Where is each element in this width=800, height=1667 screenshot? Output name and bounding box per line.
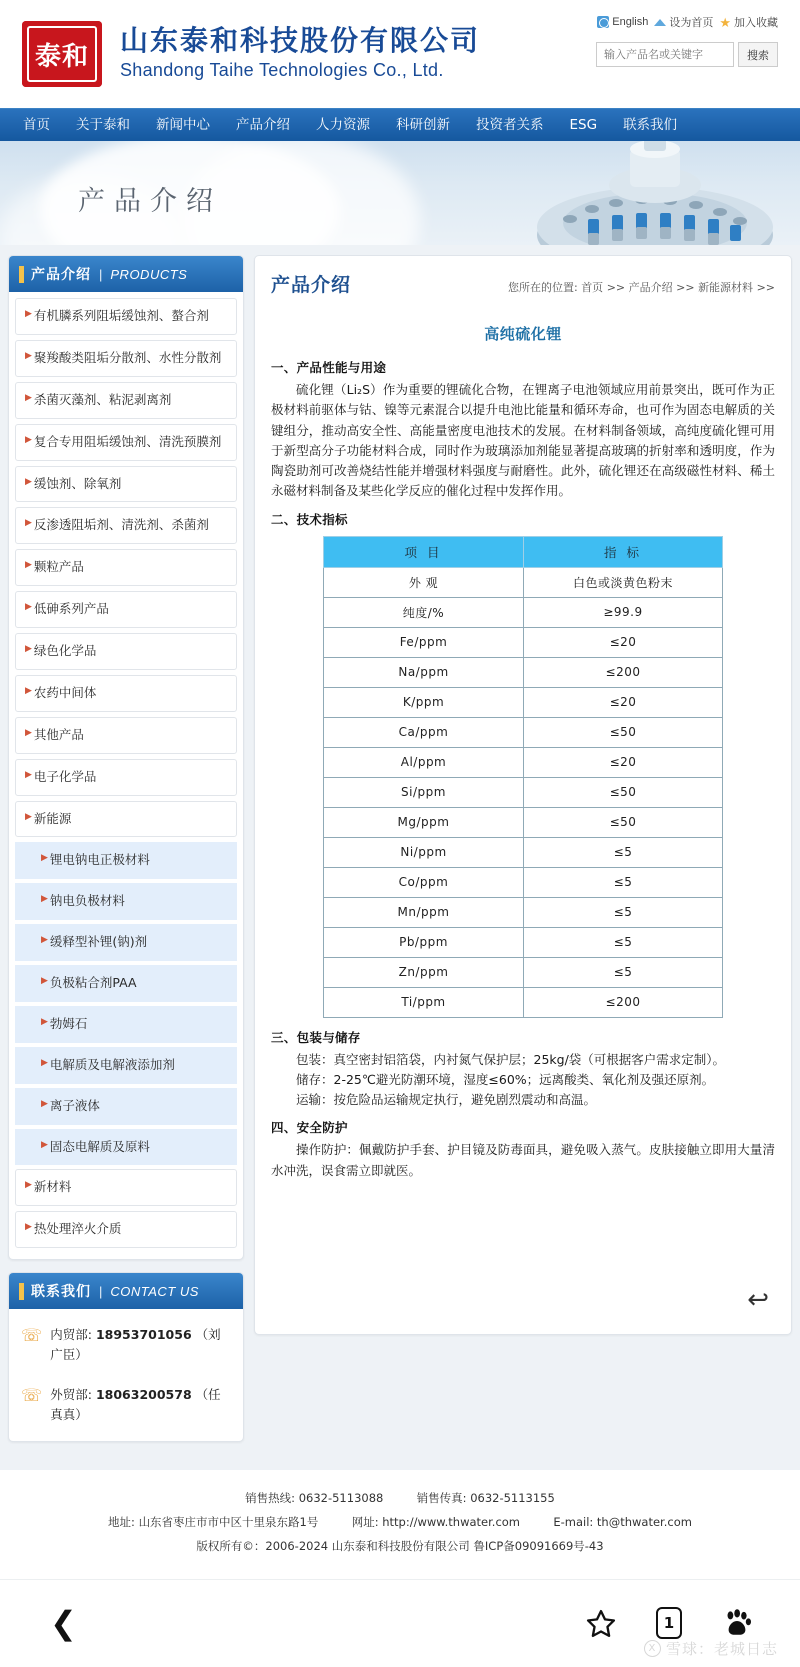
sidebar <box>8 255 244 1454</box>
spec-key: Fe/ppm <box>324 627 524 657</box>
sidebar-item-corrosion-inhibitor[interactable] <box>15 466 237 503</box>
table-row <box>324 657 723 687</box>
spec-key: Na/ppm <box>324 657 524 687</box>
spec-key: K/ppm <box>324 687 524 717</box>
sidebar-item-label: 固态电解质及原料 <box>49 1138 150 1154</box>
set-homepage-link[interactable] <box>654 14 713 30</box>
contact-row-export <box>15 1375 237 1435</box>
table-row <box>324 927 723 957</box>
email-label: E-mail: <box>553 1515 594 1530</box>
nav-item-hr[interactable]: 人力资源 <box>316 116 370 133</box>
spec-key: Pb/ppm <box>324 927 524 957</box>
sidebar-item-compound-inhibitor[interactable] <box>15 424 237 461</box>
caret-right-icon: ▶ <box>41 976 48 986</box>
spec-table <box>323 536 723 1018</box>
logo-text: 泰和 <box>27 26 97 82</box>
contact-person: （任真真） <box>50 1387 221 1423</box>
email-value[interactable]: th@thwater.com <box>596 1515 692 1530</box>
watermark-logo-icon: X <box>644 1640 661 1657</box>
sidebar-subitem-solid-electrolyte[interactable] <box>15 1129 237 1166</box>
caret-right-icon: ▶ <box>25 727 32 738</box>
caret-right-icon: ▶ <box>41 1057 48 1068</box>
back-arrow-icon[interactable]: ↩ <box>747 1284 769 1314</box>
sidebar-item-label: 勃姆石 <box>49 1015 88 1031</box>
section-paragraph-performance: 硫化锂（Li₂S）作为重要的锂硫化合物，在锂离子电池领域应用前景突出，既可作为正极材料前驱体与钴、镍等元素混合以提升电池比能量和循环寿命，也可作为固态电解质的关键组分，推动高安全性、高能量密度电池技术的发展。在材料制备领域，高纯度硫化锂可用于新型高分子功能材料合成，同时作为玻璃添加剂能显著提高玻璃的折射率和透明度，作为陶瓷助剂可改善烧结性能并增强材料强度与耐磨性。此外，硫化锂还在高级磁性材料、稀土永磁材料制备及某些化学反应的催化过程中发挥作用。 <box>271 382 775 499</box>
main-content-header <box>271 270 775 303</box>
sales-fax-label: 销售传真: <box>416 1491 467 1506</box>
sidebar-subitem-ionic-liquid[interactable] <box>15 1088 237 1125</box>
table-row <box>324 957 723 987</box>
contact-panel-header <box>9 1273 243 1309</box>
caret-right-icon: ▶ <box>41 935 48 946</box>
sidebar-item-label: 低砷系列产品 <box>33 601 109 617</box>
sidebar-item-label: 农药中间体 <box>33 684 97 700</box>
baidu-paw-icon[interactable] <box>720 1607 754 1640</box>
products-panel-title-en: PRODUCTS <box>110 266 188 282</box>
footer-line-phone <box>0 1486 800 1510</box>
spec-key: Zn/ppm <box>324 957 524 987</box>
section-heading-performance: 一、产品性能与用途 <box>271 360 387 375</box>
sidebar-subitem-slow-release-lithium[interactable] <box>15 924 237 961</box>
spec-value: ≤50 <box>524 777 723 807</box>
caret-right-icon: ▶ <box>25 1222 32 1233</box>
sidebar-item-label: 缓释型补锂(钠)剂 <box>49 934 148 950</box>
globe-icon <box>597 16 609 28</box>
breadcrumb-item-products[interactable]: 产品介绍 <box>628 281 673 294</box>
sidebar-item-biocide[interactable] <box>15 382 237 419</box>
nav-item-investor[interactable]: 投资者关系 <box>476 116 544 133</box>
sidebar-item-label: 缓蚀剂、除氧剂 <box>33 475 122 491</box>
tab-count-icon[interactable] <box>656 1607 682 1639</box>
spec-col-value: 指 标 <box>524 536 723 567</box>
caret-right-icon: ▶ <box>25 811 32 822</box>
caret-right-icon: ▶ <box>25 769 32 780</box>
address-label: 地址: <box>108 1515 135 1530</box>
sidebar-item-label: 反渗透阻垢剂、清洗剂、杀菌剂 <box>33 517 209 533</box>
address-value: 山东省枣庄市市中区十里泉东路1号 <box>138 1515 319 1530</box>
table-row <box>324 627 723 657</box>
caret-right-icon: ▶ <box>25 309 32 319</box>
contact-row-domestic <box>15 1315 237 1375</box>
spec-value: ≤50 <box>524 717 723 747</box>
spec-key: Mn/ppm <box>324 897 524 927</box>
breadcrumb-item-new-energy[interactable]: 新能源材料 <box>698 281 754 294</box>
breadcrumb-item-home[interactable]: 首页 <box>581 281 604 294</box>
website-value[interactable]: http://www.thwater.com <box>382 1515 521 1530</box>
set-homepage-label: 设为首页 <box>669 17 714 29</box>
section-paragraph-safety: 操作防护：佩戴防护手套、护目镜及防毒面具，避免吸入蒸气。皮肤接触立即用大量清水冲洗，误食需立即就医。 <box>271 1142 775 1178</box>
machine-photo-decor <box>530 141 780 245</box>
sidebar-item-label: 颗粒产品 <box>33 559 84 575</box>
watermark-text: 雪球：老城日志 <box>665 1639 778 1658</box>
sidebar-subitem-cathode-material[interactable] <box>15 842 237 879</box>
sidebar-item-label: 锂电钠电正极材料 <box>49 852 150 868</box>
breadcrumb-sep: >> <box>606 281 626 294</box>
section-heading-specs: 二、技术指标 <box>271 511 348 527</box>
spec-key: Ca/ppm <box>324 717 524 747</box>
star-icon: ★ <box>719 14 731 30</box>
sidebar-item-label: 负极粘合剂PAA <box>49 975 137 990</box>
sidebar-item-polycarboxylate[interactable] <box>15 340 237 377</box>
company-name-en: Shandong Taihe Technologies Co., Ltd. <box>120 60 444 81</box>
table-row <box>324 807 723 837</box>
section-heading-packaging: 三、包装与储存 <box>271 1029 361 1045</box>
sidebar-item-low-arsenic[interactable] <box>15 591 237 628</box>
caret-right-icon: ▶ <box>25 434 32 445</box>
sidebar-item-new-energy[interactable] <box>15 801 237 838</box>
spec-key: Co/ppm <box>324 867 524 897</box>
sidebar-item-pesticide-intermediates[interactable] <box>15 675 237 712</box>
sidebar-item-label: 有机膦系列阻垢缓蚀剂、螯合剂 <box>33 308 209 323</box>
products-panel-header <box>9 256 243 292</box>
utility-links <box>596 14 778 30</box>
sidebar-item-label: 复合专用阻垢缓蚀剂、清洗预膜剂 <box>33 433 222 449</box>
sidebar-subitem-boehmite[interactable] <box>15 1006 237 1043</box>
sidebar-item-label: 电解质及电解液添加剂 <box>49 1056 175 1072</box>
tab-count-value: 1 <box>663 1614 675 1633</box>
content-wrapper <box>0 245 800 1470</box>
spec-value: ≤5 <box>524 957 723 987</box>
footer-line-address <box>0 1510 800 1534</box>
sidebar-item-green-chemicals[interactable] <box>15 633 237 670</box>
sidebar-item-label: 新能源 <box>33 810 72 826</box>
panel-title-separator: | <box>99 266 103 282</box>
add-favorite-link[interactable] <box>719 14 778 30</box>
caret-right-icon: ▶ <box>41 894 48 905</box>
products-panel <box>8 255 244 1260</box>
sidebar-item-label: 杀菌灭藻剂、粘泥剥离剂 <box>33 391 172 407</box>
chevron-left-icon[interactable]: ❮ <box>50 1604 77 1643</box>
spec-value: ≤20 <box>524 627 723 657</box>
spec-value: ≤200 <box>524 987 723 1017</box>
spec-value: 白色或淡黄色粉末 <box>524 567 723 597</box>
caret-right-icon: ▶ <box>41 1139 48 1150</box>
table-row <box>324 687 723 717</box>
section-paragraph-transport: 运输：按危险品运输规定执行，避免剧烈震动和高温。 <box>296 1092 597 1107</box>
breadcrumb-sep: >> <box>756 281 775 294</box>
caret-right-icon: ▶ <box>25 1180 32 1191</box>
sidebar-item-label: 绿色化学品 <box>33 643 97 658</box>
header-utilities <box>596 14 778 67</box>
contact-person: （刘广臣） <box>50 1327 221 1363</box>
caret-right-icon: ▶ <box>25 350 32 361</box>
section-paragraph-packaging: 包装：真空密封铝箔袋，内衬氮气保护层；25kg/袋（可根据客户需求定制）。 <box>296 1051 726 1067</box>
main-navigation <box>0 108 800 141</box>
product-title: 高纯硫化锂 <box>484 325 562 343</box>
breadcrumb-sep: >> <box>676 281 695 294</box>
sidebar-item-new-materials[interactable] <box>15 1169 237 1206</box>
sidebar-item-label: 新材料 <box>33 1179 72 1195</box>
breadcrumb-label: 您所在的位置: <box>507 281 578 294</box>
sidebar-item-label: 其他产品 <box>33 726 84 742</box>
caret-right-icon: ▶ <box>25 602 32 613</box>
sidebar-item-ro-chemicals[interactable] <box>15 507 237 544</box>
sidebar-item-label: 聚羧酸类阻垢分散剂、水性分散剂 <box>33 349 222 365</box>
sidebar-item-electronic-chemicals[interactable] <box>15 759 237 796</box>
spec-value: ≤5 <box>524 837 723 867</box>
contact-label: 外贸部: <box>50 1387 92 1403</box>
caret-right-icon: ▶ <box>25 476 32 487</box>
spec-key: Mg/ppm <box>324 807 524 837</box>
language-switch-label: English <box>612 16 649 28</box>
spec-value: ≥99.9 <box>524 597 723 627</box>
sidebar-subitem-electrolyte-additive[interactable] <box>15 1047 237 1084</box>
caret-right-icon: ▶ <box>25 392 32 403</box>
nav-item-research[interactable]: 科研创新 <box>396 116 450 133</box>
main-content <box>254 255 792 1335</box>
sidebar-item-label: 离子液体 <box>49 1097 100 1113</box>
sales-fax-value: 0632-5113155 <box>470 1491 555 1506</box>
spec-key: Ti/ppm <box>324 987 524 1017</box>
table-row <box>324 837 723 867</box>
spec-value: ≤20 <box>524 687 723 717</box>
add-favorite-label: 加入收藏 <box>734 17 778 29</box>
browser-actions <box>584 1607 754 1640</box>
nav-item-about[interactable]: 关于泰和 <box>76 116 130 133</box>
table-row <box>324 717 723 747</box>
caret-right-icon: ▶ <box>41 1016 48 1027</box>
spec-key: 纯度/% <box>324 597 524 627</box>
site-footer <box>0 1470 800 1578</box>
sidebar-subitem-sodium-anode[interactable] <box>15 883 237 920</box>
search-input[interactable] <box>596 42 734 67</box>
sidebar-item-granular[interactable] <box>15 549 237 586</box>
star-outline-icon[interactable] <box>584 1607 618 1640</box>
website-label: 网址: <box>351 1515 379 1530</box>
nav-item-esg[interactable]: ESG <box>569 116 598 133</box>
table-row <box>324 777 723 807</box>
spec-col-item: 项 目 <box>324 536 524 567</box>
nav-item-home[interactable]: 首页 <box>23 116 50 133</box>
site-header <box>0 0 800 108</box>
products-panel-body <box>9 292 243 1259</box>
panel-title-separator: | <box>99 1283 103 1299</box>
contact-number[interactable]: 18063200578 <box>95 1387 192 1403</box>
search-area <box>596 42 778 67</box>
table-row <box>324 747 723 777</box>
spec-value: ≤200 <box>524 657 723 687</box>
spec-key: Al/ppm <box>324 747 524 777</box>
contact-panel-title-en: CONTACT US <box>110 1283 199 1299</box>
page-title: 产品介绍 <box>271 274 352 296</box>
watermark <box>644 1638 778 1659</box>
spec-table-header-row <box>324 536 723 567</box>
nav-item-products[interactable]: 产品介绍 <box>236 116 290 133</box>
spec-value: ≤5 <box>524 927 723 957</box>
browser-bottom-bar <box>0 1579 800 1667</box>
spec-value: ≤20 <box>524 747 723 777</box>
spec-value: ≤5 <box>524 867 723 897</box>
sidebar-item-label: 电子化学品 <box>33 768 97 784</box>
sidebar-item-label: 热处理淬火介质 <box>33 1221 122 1237</box>
sidebar-item-quenching-media[interactable] <box>15 1211 237 1248</box>
brand-block <box>120 25 480 83</box>
table-row <box>324 597 723 627</box>
contact-panel <box>8 1272 244 1442</box>
language-switch-link[interactable] <box>597 16 648 28</box>
phone-icon: ☏ <box>21 1386 43 1407</box>
caret-right-icon: ▶ <box>25 685 32 696</box>
spec-key: Ni/ppm <box>324 837 524 867</box>
section-heading-safety: 四、安全防护 <box>271 1120 348 1136</box>
table-row <box>324 567 723 597</box>
caret-right-icon: ▶ <box>25 518 32 529</box>
spec-value: ≤50 <box>524 807 723 837</box>
sidebar-item-label: 钠电负极材料 <box>49 893 125 909</box>
table-row <box>324 867 723 897</box>
accent-bar-icon <box>19 266 24 283</box>
contact-panel-title-cn: 联系我们 <box>31 1284 91 1301</box>
contact-label: 内贸部: <box>50 1327 92 1343</box>
home-icon <box>654 19 666 26</box>
phone-icon: ☏ <box>21 1326 43 1347</box>
spec-value: ≤5 <box>524 897 723 927</box>
sidebar-subitem-paa-binder[interactable] <box>15 965 237 1002</box>
company-logo[interactable] <box>22 21 102 87</box>
caret-right-icon: ▶ <box>41 853 48 864</box>
sales-hotline-value: 0632-5113088 <box>298 1491 384 1506</box>
breadcrumb <box>508 279 775 295</box>
sales-hotline-label: 销售热线: <box>245 1491 296 1506</box>
company-name-cn: 山东泰和科技股份有限公司 <box>120 24 481 58</box>
caret-right-icon: ▶ <box>25 560 32 571</box>
banner-title: 产品介绍 <box>78 186 222 217</box>
caret-right-icon: ▶ <box>41 1098 48 1109</box>
accent-bar-icon <box>19 1283 24 1300</box>
nav-item-contact[interactable]: 联系我们 <box>623 116 678 133</box>
spec-key: 外 观 <box>324 567 524 597</box>
page-banner <box>0 141 800 245</box>
footer-line-copyright: 版权所有©：2006-2024 山东泰和科技股份有限公司 鲁ICP备09091669号-43 <box>196 1539 604 1554</box>
table-row <box>324 897 723 927</box>
contact-panel-body <box>9 1309 243 1441</box>
search-button[interactable]: 搜索 <box>738 42 778 67</box>
contact-number[interactable]: 18953701056 <box>95 1327 192 1343</box>
table-row <box>324 987 723 1017</box>
spec-key: Si/ppm <box>324 777 524 807</box>
section-paragraph-storage: 储存：2-25℃避光防潮环境，湿度≤60%；远离酸类、氧化剂及强还原剂。 <box>296 1071 715 1087</box>
caret-right-icon: ▶ <box>25 644 32 654</box>
products-panel-title-cn: 产品介绍 <box>31 267 91 283</box>
sidebar-item-other-products[interactable] <box>15 717 237 754</box>
nav-item-news[interactable]: 新闻中心 <box>156 116 210 133</box>
sidebar-item-organophosphonate[interactable] <box>15 298 237 335</box>
